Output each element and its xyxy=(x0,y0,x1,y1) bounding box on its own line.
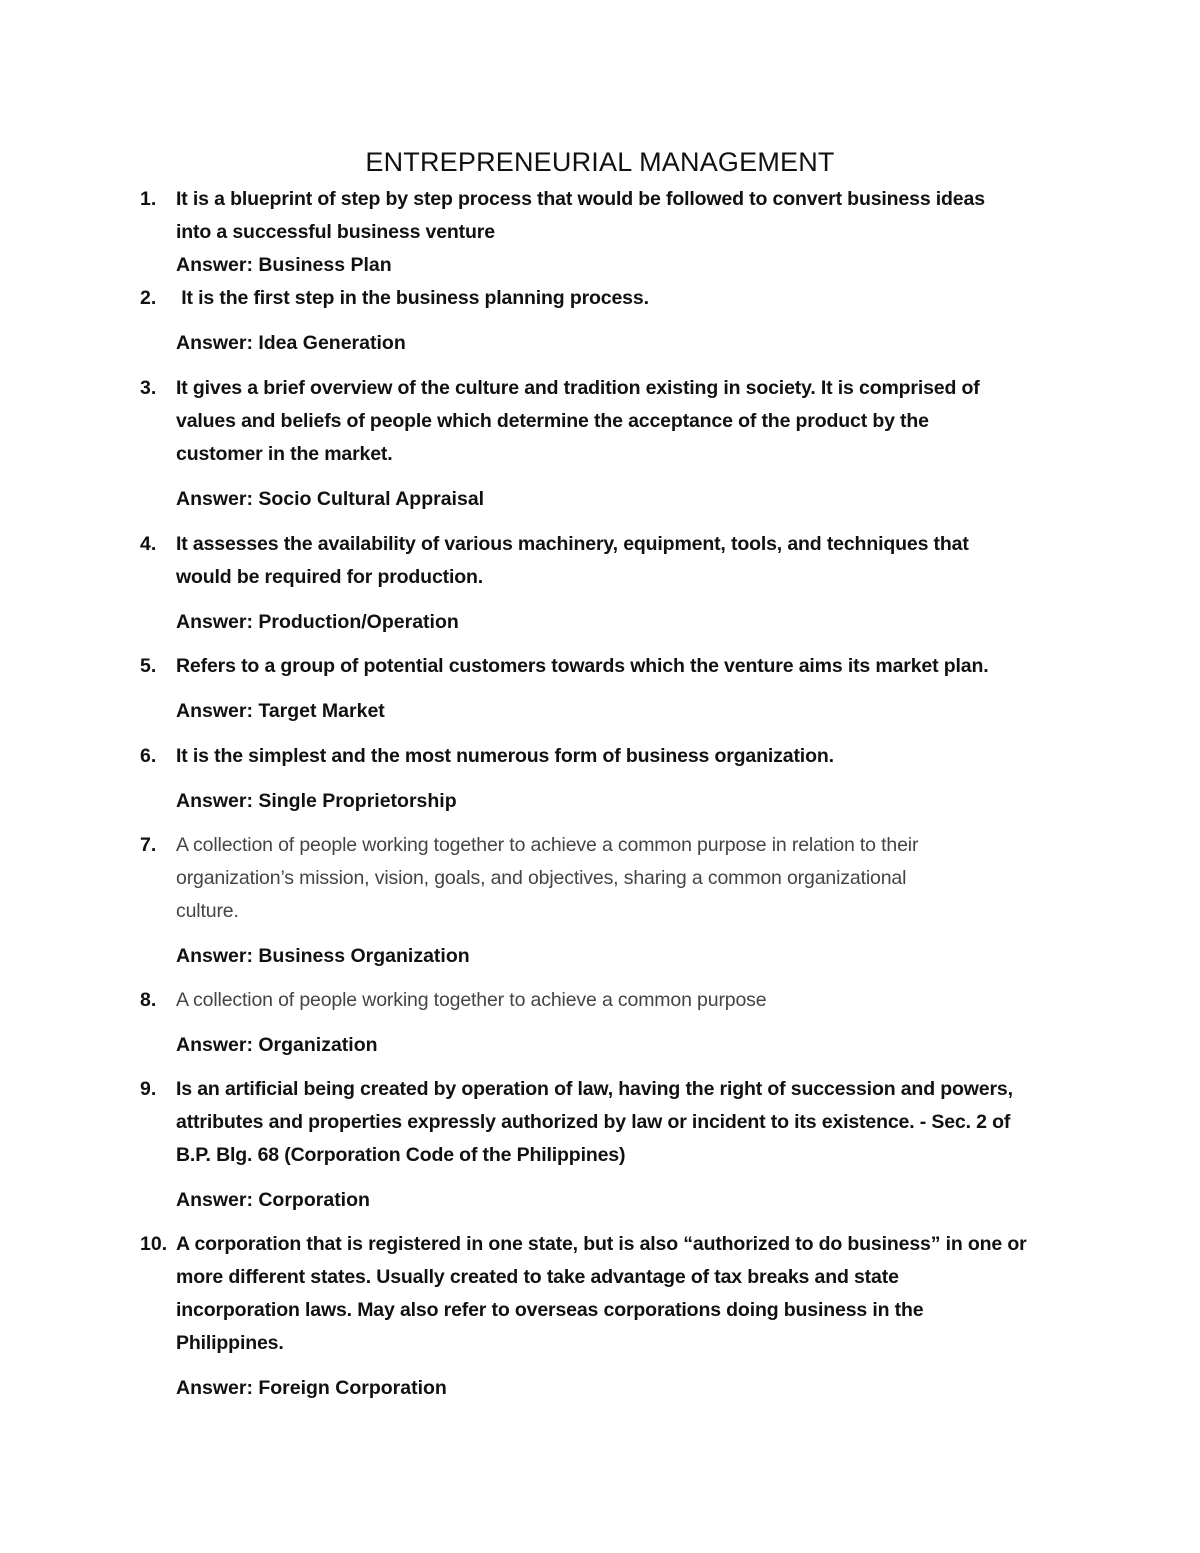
question-line: into a successful business venture xyxy=(176,221,495,243)
question-number: 1. xyxy=(140,188,157,210)
question-line: more different states. Usually created to take advantage of tax breaks and state xyxy=(176,1266,899,1288)
question-line: Refers to a group of potential customers towards which the venture aims its market plan. xyxy=(176,655,989,677)
question-line: It is the first step in the business planning process. xyxy=(176,287,649,309)
question-line: culture. xyxy=(176,900,239,922)
question-number: 7. xyxy=(140,834,157,856)
question-line: attributes and properties expressly authorized by law or incident to its existence. - Sec. 2 of xyxy=(176,1111,1011,1133)
question-line: incorporation laws. May also refer to overseas corporations doing business in the xyxy=(176,1299,924,1321)
question-number: 6. xyxy=(140,745,157,767)
question-number: 3. xyxy=(140,377,157,399)
question-line: values and beliefs of people which determine the acceptance of the product by the xyxy=(176,410,929,432)
question-line: would be required for production. xyxy=(176,566,484,588)
answer-text: Answer: Foreign Corporation xyxy=(176,1377,447,1399)
answer-text: Answer: Idea Generation xyxy=(176,332,406,354)
answer-text: Answer: Organization xyxy=(176,1034,378,1056)
question-item-9 xyxy=(140,1073,1040,1217)
question-number: 2. xyxy=(140,287,157,309)
question-line: customer in the market. xyxy=(176,443,393,465)
answer-text: Answer: Business Organization xyxy=(176,945,470,967)
question-item-6 xyxy=(140,740,1040,818)
question-item-3 xyxy=(140,372,1040,516)
answer-text: Answer: Target Market xyxy=(176,700,385,722)
question-line: Is an artificial being created by operation of law, having the right of succession and powers, xyxy=(176,1078,1013,1100)
question-line: A corporation that is registered in one state, but is also “authorized to do business” in one or xyxy=(176,1233,1027,1255)
question-number: 5. xyxy=(140,655,157,677)
question-line: B.P. Blg. 68 (Corporation Code of the Philippines) xyxy=(176,1144,626,1166)
document-title: ENTREPRENEURIAL MANAGEMENT xyxy=(365,147,835,177)
question-line: organization’s mission, vision, goals, and objectives, sharing a common organizational xyxy=(176,867,907,889)
question-item-8 xyxy=(140,984,1040,1062)
answer-text: Answer: Socio Cultural Appraisal xyxy=(176,488,485,510)
question-item-5 xyxy=(140,650,1040,728)
question-line: It gives a brief overview of the culture and tradition existing in society. It is comprised of xyxy=(176,377,980,399)
question-line: A collection of people working together to achieve a common purpose in relation to their xyxy=(176,834,919,856)
question-line: It is the simplest and the most numerous form of business organization. xyxy=(176,745,834,767)
question-number: 10. xyxy=(140,1233,168,1255)
question-number: 4. xyxy=(140,533,157,555)
answer-text: Answer: Corporation xyxy=(176,1189,370,1211)
question-line: Philippines. xyxy=(176,1332,284,1354)
question-item-1 xyxy=(140,183,1040,282)
answer-text: Answer: Single Proprietorship xyxy=(176,790,457,812)
question-number: 8. xyxy=(140,989,157,1011)
question-line: It assesses the availability of various machinery, equipment, tools, and techniques that xyxy=(176,533,969,555)
question-item-7 xyxy=(140,829,1040,973)
question-line: A collection of people working together to achieve a common purpose xyxy=(176,989,767,1011)
question-item-10 xyxy=(140,1228,1040,1405)
question-item-2 xyxy=(140,282,1040,360)
answer-text: Answer: Production/Operation xyxy=(176,611,459,633)
question-number: 9. xyxy=(140,1078,157,1100)
question-line: It is a blueprint of step by step process that would be followed to convert business ideas xyxy=(176,188,985,210)
question-item-4 xyxy=(140,528,1040,639)
answer-text: Answer: Business Plan xyxy=(176,254,392,276)
